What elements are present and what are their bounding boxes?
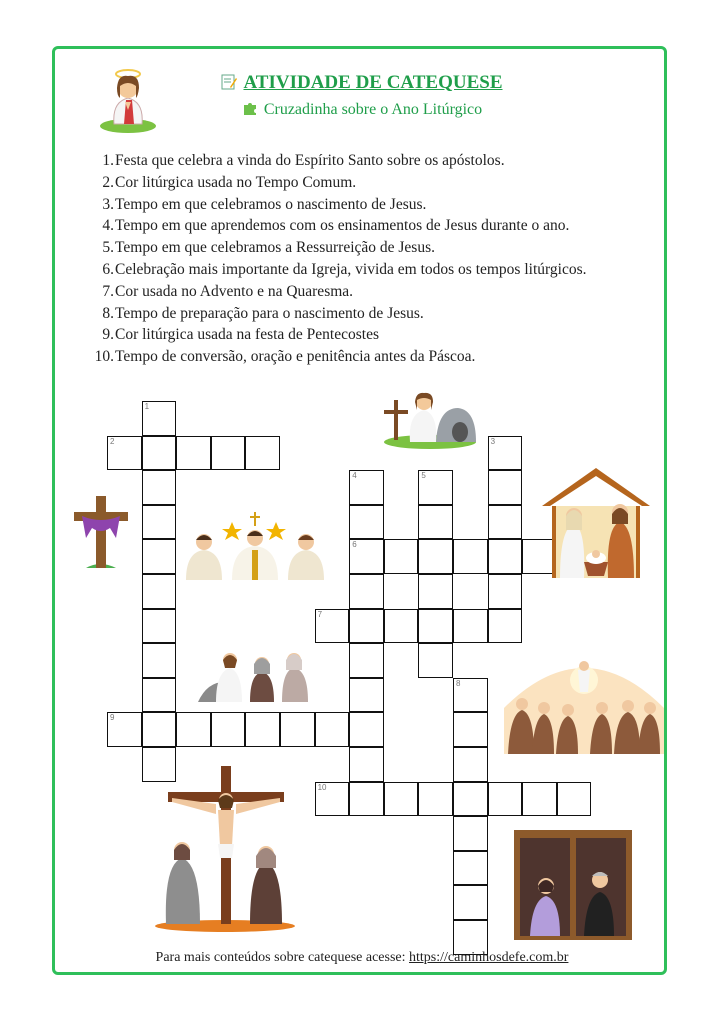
grid-number: 4 — [352, 471, 357, 481]
grid-cell[interactable] — [418, 539, 453, 574]
clue-item — [88, 324, 587, 346]
footer — [0, 950, 724, 966]
purple-cross-illustration — [72, 494, 130, 574]
page-title — [0, 72, 724, 94]
grid-cell[interactable] — [488, 470, 523, 505]
grid-cell[interactable] — [453, 747, 488, 782]
grid-cell[interactable] — [453, 539, 488, 574]
clue-number: 6. — [102, 260, 114, 278]
grid-cell[interactable] — [488, 782, 523, 817]
clue-text: Tempo em que aprendemos com os ensinamentos de Jesus durante o ano. — [115, 217, 570, 235]
clue-item — [88, 303, 587, 325]
page-subtitle — [0, 100, 724, 119]
grid-cell[interactable] — [384, 782, 419, 817]
grid-cell[interactable] — [349, 782, 384, 817]
grid-cell[interactable] — [488, 609, 523, 644]
clue-number: 9. — [102, 326, 114, 344]
grid-cell[interactable] — [384, 539, 419, 574]
ascension-illustration — [504, 648, 664, 754]
clue-number: 1. — [102, 152, 114, 169]
clue-text: Cor usada no Advento e na Quaresma. — [115, 282, 354, 300]
jesus-tomb-illustration — [380, 386, 478, 450]
grid-cell[interactable] — [349, 609, 384, 644]
clue-text: Tempo em que celebramos o nascimento de Jesus. — [115, 195, 427, 213]
grid-cell[interactable] — [349, 678, 384, 713]
grid-cell[interactable] — [349, 505, 384, 540]
grid-number: 8 — [456, 678, 461, 688]
clue-text: Cor litúrgica usada na festa de Pentecostes — [115, 326, 379, 344]
grid-cell[interactable] — [142, 574, 177, 609]
grid-cell[interactable] — [418, 574, 453, 609]
grid-cell[interactable] — [211, 712, 246, 747]
grid-cell[interactable] — [349, 747, 384, 782]
grid-number: 3 — [490, 436, 496, 446]
subtitle-text: Cruzadinha sobre o Ano Litúrgico — [263, 101, 483, 118]
grid-number: 10 — [317, 782, 327, 792]
grid-cell[interactable] — [349, 712, 384, 747]
confession-illustration — [514, 830, 632, 940]
clue-item — [88, 259, 587, 281]
footer-text: Para mais conteúdos sobre catequese acesse: — [155, 950, 406, 965]
grid-number: 1 — [144, 402, 150, 411]
clue-item — [88, 281, 587, 303]
clue-text: Festa que celebra a vinda do Espírito Santo sobre os apóstolos. — [115, 152, 505, 169]
grid-cell[interactable] — [245, 436, 280, 471]
grid-cell[interactable] — [522, 782, 557, 817]
clue-number: 10. — [94, 348, 114, 366]
grid-cell[interactable] — [418, 643, 453, 678]
clue-text: Tempo em que celebramos a Ressurreição de Jesus. — [115, 239, 435, 257]
clue-list — [88, 150, 587, 368]
clue-number: 4. — [102, 217, 114, 235]
grid-cell[interactable] — [142, 712, 177, 747]
grid-cell[interactable] — [453, 816, 488, 851]
grid-cell[interactable] — [315, 712, 350, 747]
grid-cell[interactable] — [142, 436, 177, 471]
nativity-illustration — [540, 466, 652, 580]
grid-number: 9 — [110, 713, 115, 723]
clue-text: Tempo de preparação para o nascimento de Jesus. — [115, 304, 424, 322]
grid-cell[interactable] — [488, 574, 523, 609]
grid-cell[interactable] — [245, 712, 280, 747]
clue-number: 5. — [102, 239, 114, 257]
clue-number: 3. — [102, 195, 114, 213]
saints-illustration — [182, 512, 328, 580]
grid-number: 7 — [317, 609, 323, 619]
grid-cell[interactable] — [176, 712, 211, 747]
clue-item — [88, 237, 587, 259]
memo-icon — [221, 74, 237, 90]
grid-cell[interactable] — [453, 851, 488, 886]
grid-cell[interactable] — [418, 782, 453, 817]
clue-number: 2. — [102, 173, 114, 191]
grid-cell[interactable] — [418, 505, 453, 540]
grid-cell[interactable] — [453, 712, 488, 747]
grid-cell[interactable] — [418, 609, 453, 644]
clue-number: 8. — [102, 304, 114, 322]
clue-item — [88, 150, 587, 172]
grid-cell[interactable] — [453, 782, 488, 817]
grid-cell[interactable] — [142, 609, 177, 644]
grid-cell[interactable] — [453, 609, 488, 644]
grid-cell[interactable] — [142, 470, 177, 505]
grid-cell[interactable] — [211, 436, 246, 471]
grid-cell[interactable] — [349, 643, 384, 678]
grid-cell[interactable] — [176, 436, 211, 471]
grid-cell[interactable] — [349, 574, 384, 609]
puzzle-icon — [242, 100, 258, 116]
grid-cell[interactable] — [142, 678, 177, 713]
clue-text: Cor litúrgica usada no Tempo Comum. — [115, 173, 357, 191]
clue-text: Tempo de conversão, oração e penitência antes da Páscoa. — [115, 348, 476, 366]
grid-number: 2 — [110, 436, 115, 446]
grid-cell[interactable] — [142, 643, 177, 678]
prayer-group-illustration — [198, 630, 314, 702]
clue-text: Celebração mais importante da Igreja, vivida em todos os tempos litúrgicos. — [115, 260, 587, 278]
grid-cell[interactable] — [142, 505, 177, 540]
clue-item — [88, 194, 587, 216]
clue-item — [88, 215, 587, 237]
grid-cell[interactable] — [280, 712, 315, 747]
grid-cell[interactable] — [384, 609, 419, 644]
grid-cell[interactable] — [453, 885, 488, 920]
grid-cell[interactable] — [142, 539, 177, 574]
clue-item — [88, 172, 587, 194]
grid-cell[interactable] — [488, 539, 523, 574]
crucifixion-illustration — [150, 764, 300, 932]
grid-number: 5 — [421, 471, 426, 481]
title-text: ATIVIDADE DE CATEQUESE — [243, 72, 503, 93]
clue-number: 7. — [102, 282, 114, 300]
grid-cell[interactable] — [488, 505, 523, 540]
footer-link[interactable]: https://caminhosdefe.com.br — [409, 950, 569, 965]
clue-item — [88, 346, 587, 368]
grid-number: 6 — [352, 540, 357, 550]
grid-cell[interactable] — [557, 782, 592, 817]
